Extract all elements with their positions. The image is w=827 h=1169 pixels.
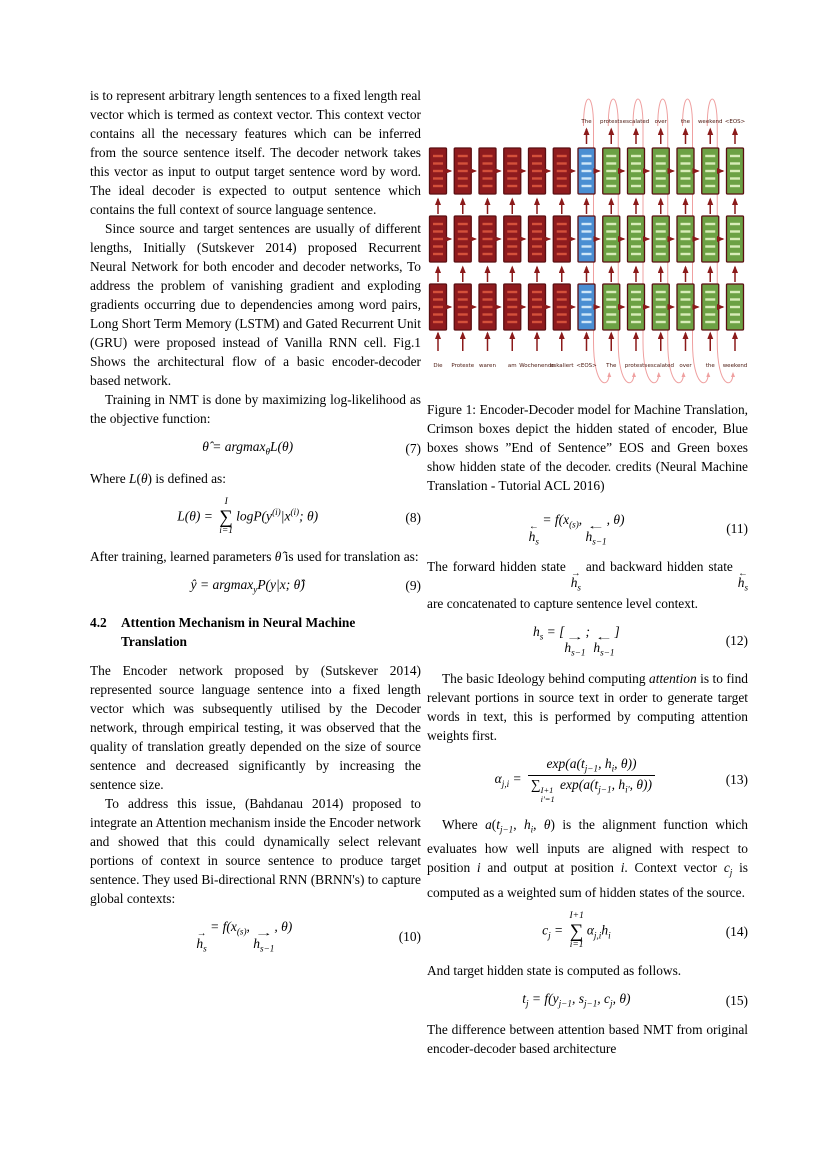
target-output-word: protests [600,119,623,125]
paragraph-where-L: Where L(θ) is defined as: [90,470,226,486]
paragraph-attention-ideology: The basic Ideology behind computing attention is to find relevant portions in source text in order to generate target words in text, this is performed by computing attention weights first. [427,670,748,743]
source-input-word: <EOS> [576,363,597,369]
equation-8-body: L(θ) = I ∑ i=1 $\log P(y^{(i)}|x^{(i)}$; θ) [177,496,319,536]
paragraph-bahdanau: To address this issue, (Bahdanau 2014) proposed to integrate an Attention mechanism inside the Encoder network and showed that this could dynamically select relevant portions of context in source sentence to produce target sentence. They used Bi-directional RNN (BRNN's) to capture global contexts: [90,796,421,907]
source-input-word: waren [479,363,496,369]
encoder-decoder-diagram [427,88,748,400]
equation-9-number: (9) [405,578,421,594]
equation-10-body: → $h_s$ = $f(x_{(s)}$, → $h_{s-1}$ , θ) [196,919,293,954]
equation-14-body: $c_j$ = I+1 ∑ i=1 $\alpha_{j,i}h_i$ [542,910,611,950]
left-column [90,86,421,964]
equation-10-number: (10) [398,928,421,944]
equation-7 [90,438,421,459]
figure-1-caption: Figure 1: Encoder-Decoder model for Machine Translation, Crimson boxes depict the hidden stated of encoder, Blue boxes shows ”End of Sentence” EOS and Green boxes show hidden state of the decoder. credits (Neural Machine Translation - Tutorial ACL 2016) [427,402,748,493]
paragraph-difference-nmt: The difference between attention based NMT from original encoder-decoder based architecture [427,1022,748,1057]
source-input-word: eskaliert [549,363,574,369]
decoder-input-word: over [679,363,692,369]
decoder-input-word: escalated [647,363,675,369]
paragraph-alignment-function: Where $a(t_{j-1}$, $h_i$, θ) is the alignment function which evaluates how well inputs are aligned with respect to position i and output at position i. Context vector $c_j$ is computed as a weighted sum of hidden states of the source. [427,816,749,900]
equation-14 [427,912,748,951]
equation-12-body: $h_s$ = [ → $h_{s-1}$ ; ← $h_{s-1}$ ] [532,623,620,658]
target-output-word: The [581,119,592,125]
equation-9-body: ŷ = argmax$_y$P(y|x; θ̂) [190,576,305,595]
equation-8 [90,498,421,537]
equation-11 [427,511,748,547]
decoder-input-word: weekend [722,363,748,369]
paragraph-context-vector: is to represent arbitrary length sentences to a fixed length real vector which is termed as context vector. This context vector contains all the necessary features which can be inferred from the source sentence itself. The decoder network takes this vector as input to output target sentence word by word. The ideal decoder is expected to output sentence which contains the full context of source language sentence. [90,88,421,217]
paragraph-encoder-network: The Encoder network proposed by (Sutskever 2014) represented source language sentence into a fixed length vector which was subsequently utilised by the Decoder network, through empirical testing, it was observed that the quality of translation greatly depended on the size of source sentence and decreased significantly by increasing the sentence size. [90,663,421,793]
equation-7-body: θ̂ = argmax$_\theta$L(θ) [202,439,294,457]
decoder-input-word: the [705,363,715,369]
decoder-input-word: protests [624,363,648,369]
equation-7-number: (7) [405,440,421,456]
section-heading-4-2 [90,613,421,651]
source-input-word: am [507,363,517,369]
equation-11-body: ← $h_s$ = $f(x_{(s)}$, ← $h_{s-1}$ , θ) [528,512,625,547]
equation-13-number: (13) [725,772,748,788]
target-output-word: <EOS> [724,119,746,125]
equation-11-number: (11) [726,521,748,537]
source-input-word: Die [433,363,443,369]
equation-13-body: $\alpha_{j,i}$ = $\exp(a(t_{j-1}$, $h_i$, θ)) ∑ I+1 i′=1 $\exp(a(t_{j-1}$, $h_{i'}$, θ)) [427,755,726,805]
paragraph-training-nmt: Training in NMT is done by maximizing log-likelihood as the objective function: [90,392,421,426]
paragraph-rnn-history: Since source and target sentences are usually of different lengths, Initially (Sutskever 2014) proposed Recurrent Neural Network for both encoder and decoder networks, To address the problem of vanishing gradient and exploding gradients occurring due to dependencies among word pairs, Long Short Term Memory (LSTM) and Gated Recurrent Unit (GRU) were proposed instead of Vanilla RNN cell. Fig.1 Shows the architectural flow of a basic encoder-decoder based network. [90,221,421,388]
target-output-word: over [654,119,667,125]
right-column [427,88,748,1058]
source-input-word: Proteste [451,363,475,369]
target-output-word: the [680,119,691,125]
equation-15-body: $t_j = f(y_{j-1}$, $s_{j-1}$, $c_j$, θ) [522,990,631,1009]
paragraph-forward-backward: The forward hidden state → $h_s$ and backward hidden state ← $h_s$ are concatenated to capture sentence level context. [427,558,748,611]
equation-14-number: (14) [725,923,748,939]
section-number: 4.2 [90,615,107,631]
equation-12 [427,623,748,659]
target-output-word: weekend [697,119,723,125]
decoder-input-word: The [606,363,617,369]
paragraph-after-training: After training, learned parameters θ̂ is used for translation as: [90,548,419,564]
paragraph-target-hidden-state: And target hidden state is computed as follows. [427,962,682,978]
equation-8-number: (8) [405,509,421,525]
equation-12-number: (12) [725,633,748,649]
equation-15-number: (15) [725,992,748,1008]
target-output-word: escalated [622,119,650,125]
equation-15 [427,990,748,1011]
equation-9 [90,576,421,597]
equation-10 [90,918,421,954]
equation-13 [427,755,748,805]
figure-1 [427,88,748,495]
source-input-word: Wochenende [519,363,555,369]
section-title: Attention Mechanism in Neural Machine Translation [121,615,356,650]
